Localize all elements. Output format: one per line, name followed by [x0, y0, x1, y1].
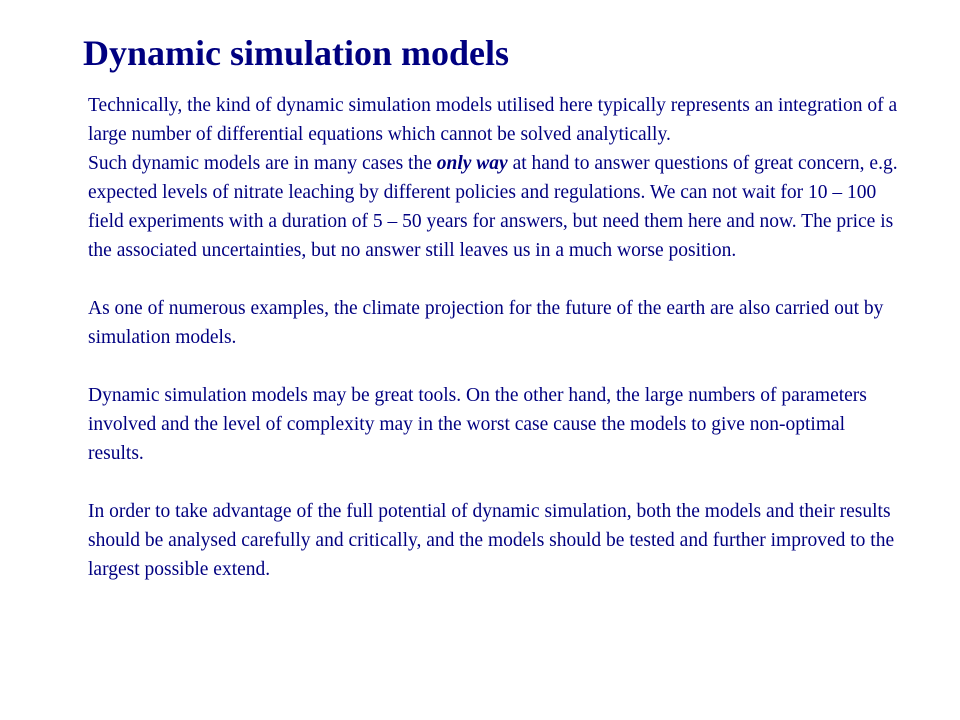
paragraph-only-way-end: at hand to answer questions of great concern, e.g. expected levels of nitrate leaching by different policies and regulations. We can not wait for 10 – 100 field experiments with a duration of 5 – 50 years for answers, but need them here and now. The price is the associated uncertainties, but no answer still leaves us in a much worse position. — [88, 153, 898, 261]
paragraph-only-way-start: Such dynamic models are in many cases the — [88, 153, 437, 174]
paragraph-full-potential: In order to take advantage of the full potential of dynamic simulation, both the models and their results should be analysed carefully and critically, and the models should be tested and further improved to the largest possible extend. — [88, 501, 895, 580]
emphasis-only-way: only way — [436, 153, 508, 174]
paragraph-spacer — [88, 352, 898, 381]
paragraph-technical: Technically, the kind of dynamic simulation models utilised here typically represents an integration of a large number of differential equations which cannot be solved analytically. — [88, 95, 898, 145]
paragraph-only-way — [88, 149, 898, 265]
paragraph-spacer — [88, 265, 898, 294]
paragraph-spacer — [88, 468, 898, 497]
slide-body — [88, 91, 898, 584]
slide-title: Dynamic simulation models — [83, 33, 510, 73]
paragraph-climate-example: As one of numerous examples, the climate projection for the future of the earth are also carried out by simulation models. — [88, 298, 884, 348]
paragraph-great-tools: Dynamic simulation models may be great tools. On the other hand, the large numbers of parameters involved and the level of complexity may in the worst case cause the models to give non-optimal results. — [88, 385, 867, 464]
